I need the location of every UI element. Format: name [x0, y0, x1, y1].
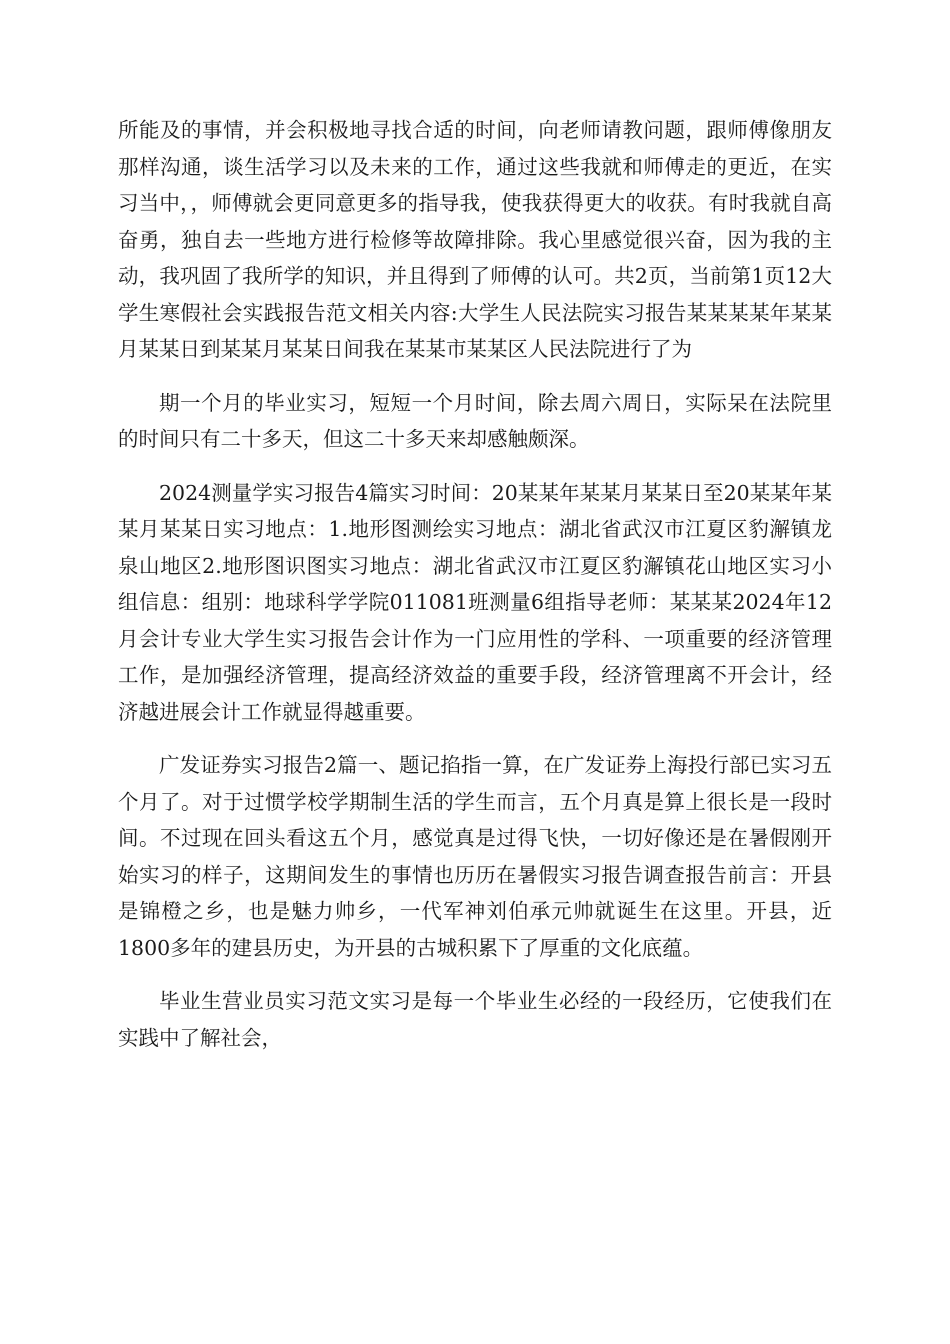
paragraph-court-internship: 期一个月的毕业实习，短短一个月时间，除去周六周日，实际呆在法院里的时间只有二十多天，但这二十多天来却感触颇深。	[118, 390, 832, 451]
paragraph-sales-internship: 毕业生营业员实习范文实习是每一个毕业生必经的一段经历，它使我们在实践中了解社会，	[118, 989, 832, 1050]
paragraph-surveying-report: 2024测量学实习报告4篇实习时间：20某某年某某月某某日至20某某年某某月某某日实习地点：1.地形图测绘实习地点：湖北省武汉市江夏区豹澥镇龙泉山地区2.地形图识图实习地点：湖北省武汉市江夏区豹澥镇花山地区实习小组信息：组别：地球科学学院011081班测量6组指导老师：某某某2024年12月会计专业大学生实习报告会计作为一门应用性的学科、一项重要的经济管理工作，是加强经济管理，提高经济效益的重要手段，经济管理离不开会计，经济越进展会计工作就显得越重要。	[118, 480, 832, 724]
paragraph-continuation: 所能及的事情，并会积极地寻找合适的时间，向老师请教问题，跟师傅像朋友那样沟通，谈生活学习以及未来的工作，通过这些我就和师傅走的更近，在实习当中，，师傅就会更同意更多的指导我，使我获得更大的收获。有时我就自高奋勇，独自去一些地方进行检修等故障排除。我心里感觉很兴奋，因为我的主动，我巩固了我所学的知识，并且得到了师傅的认可。共2页，当前第1页12大学生寒假社会实践报告范文相关内容:大学生人民法院实习报告某某某某年某某月某某日到某某月某某日间我在某某市某某区人民法院进行了为	[118, 118, 832, 361]
document-body	[118, 112, 832, 1073]
paragraph-securities-report: 广发证券实习报告2篇一、题记掐指一算，在广发证券上海投行部已实习五个月了。对于过惯学校学期制生活的学生而言，五个月真是算上很长是一段时间。不过现在回头看这五个月，感觉真是过得飞快，一切好像还是在暑假刚开始实习的样子，这期间发生的事情也历历在暑假实习报告调查报告前言：开县是锦橙之乡，也是魅力帅乡，一代军神刘伯承元帅就诞生在这里。开县，近1800多年的建县历史，为开县的古城积累下了厚重的文化底蕴。	[118, 753, 832, 960]
